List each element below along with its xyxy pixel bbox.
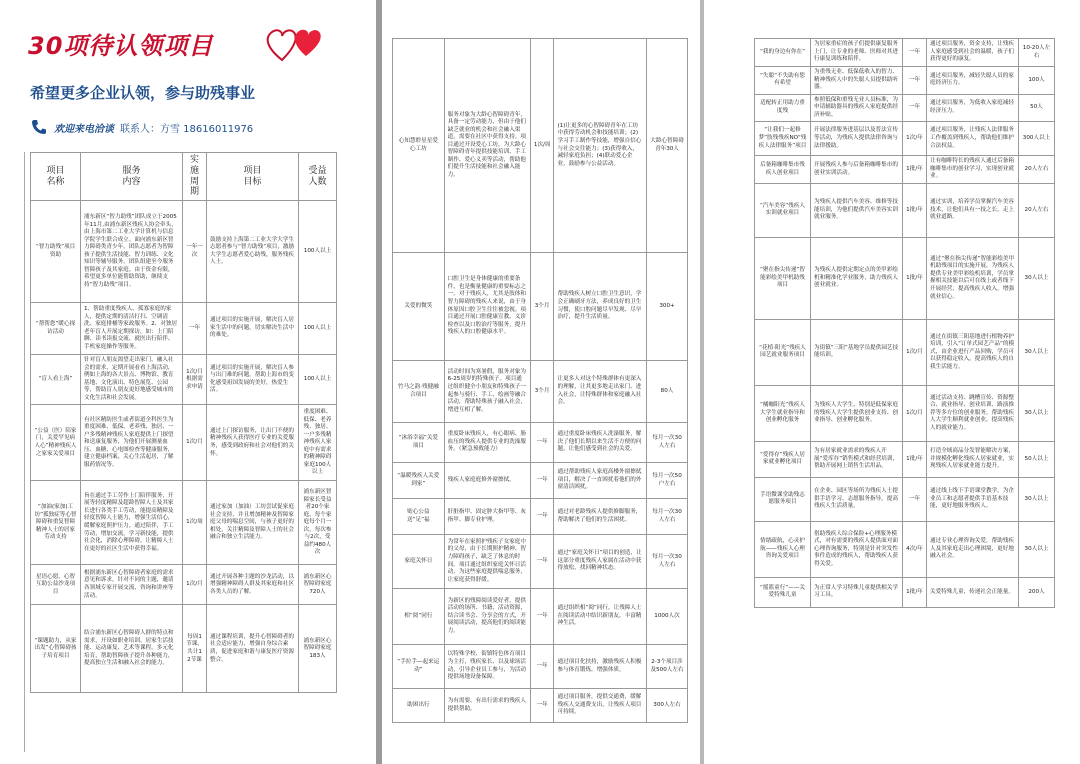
cell-cycle: 一年 [530,535,554,589]
cell-name: 关爱的微笑 [393,253,445,361]
table-header [31,153,337,201]
margin-rule [24,152,25,752]
cell-cycle: 1批/年 [903,441,927,477]
cell-name: “加油(家加)工坊”孤独症等心智障碍和重复智障精神人士的居家劳动支持 [31,481,81,565]
table-row [393,645,688,689]
table-row [31,201,337,303]
cell-cycle: 一年 [903,477,927,521]
cell-name: “汽车美容”残疾人实训就业项目 [755,183,811,237]
cell-cycle: 一年 [530,645,554,689]
cell-benefit: 100人 [1019,67,1055,95]
cell-cycle: 一年 [183,303,207,355]
cell-target: 通过“聚在指尖传递”智能彩绘美甲机助残项目的实施开展，为残疾人提供专业美甲彩绘机培训，学员掌握相关技能以后可在线上或者线下开展经营，提高残疾人收入，增强就业信心。 [927,237,1019,319]
cell-name: 情绪疏航，心灵护航——残疾人心理咨询关爱项目 [755,521,811,577]
cell-benefit: 浦东新区心智障碍家庭183人 [299,605,337,693]
cell-cycle: 1次/周 [530,39,554,253]
cell-name: “我的身边有你在” [755,39,811,67]
hearts-icon [262,20,332,68]
cell-cycle: 1次/月 [903,319,927,385]
cell-target: 关爱特殊儿童，传递社会正能量。 [927,577,1019,607]
table-row [393,463,688,499]
table-row [31,303,337,355]
cell-content: 为正常人学习特殊儿童提供相关学习工具。 [811,577,903,607]
cell-benefit: 100人以上 [299,355,337,405]
cell-cycle: 一年 [903,94,927,122]
cell-cycle: 一年 [530,423,554,463]
cell-benefit: 30人以上 [1019,477,1055,521]
cell-benefit: 每月一次30人左右 [647,423,688,463]
cell-benefit: 每月一次30人左右 [647,499,688,535]
table-row [755,156,1055,184]
left-page [0,0,376,764]
table-row [31,481,337,565]
contact-info[interactable]: 联系人：方雪 18616011976 [120,123,254,135]
cell-content: 参照低保和重残无业人员标准，为申请辅助器具的残疾人家庭提供经济补贴。 [811,94,903,122]
cell-benefit: 大龄心智障碍青年30人 [647,39,688,253]
cell-target: 通过项目的实施开展，解决盲人参与出门难的问题，帮助上海市的变化感受祖国发展的美好，热爱生活。 [207,355,299,405]
left-table [30,152,337,693]
cell-benefit: 2-3个项目涉及500人左右 [647,645,688,689]
cell-content: 开展残疾人参与后备箱咖啡集市的创业实训活动。 [811,156,903,184]
cell-target: 通过实训，培养学员掌握汽车美容技术，让他们具有一技之长，走上就业道路。 [927,183,1019,237]
cell-benefit: 20人左右 [1019,183,1055,237]
cell-cycle: 每周1节课，共计12节课 [183,605,207,693]
cell-target: (1)让更多的心智障碍青年在工坊中获得劳动机会和技能培训；(2)学习手工制作等技能，增强自信心与社会交往能力；(3)获得收入，减轻家庭负担；(4)联动爱心企业，鼓励参与公益活动。 [554,39,647,253]
col-header: 服务 内容 [81,153,183,201]
table-row [393,535,688,589]
right-page [704,0,1080,764]
table-row [393,589,688,645]
cell-cycle: 1批/年 [903,237,927,319]
cell-content: 以特殊学校、街镇特色体育项目为主打，残疾家长、以及球场活动，引导企业员工参与，为活动提供场地设备保障。 [444,645,530,689]
cell-benefit: 300人左右 [647,689,688,723]
cell-name: “花植·阳光”残疾人园艺就业服务项目 [755,319,811,385]
cell-cycle: 4次/年 [903,521,927,577]
cell-target: 通过项目服务，资金支持，让残疾人家庭感受到社会的温暖，孩子们获得更好的康复。 [927,39,1019,67]
cell-name: “失聪”不失助有您有希望 [755,67,811,95]
cell-content: 活动时间为寒暑假，服务对象为6-25周岁的特殊孩子。项目通过组织健全小朋友和特殊孩子一起参与骑行、手工、绘画等融合活动，帮助特殊孩子融入社会，增进互相了解。 [444,361,530,423]
table-row [393,39,688,253]
table-row [31,405,337,481]
cell-content: 为残疾人大学生，特别是低保家庭的残疾人大学生提供创业支持、创业指导、创业孵化服务。 [811,385,903,441]
cell-content: 根据浦东新区心智障碍者家庭的需求意见和诉求，针对不同的主题，邀请各领域专家开展交流、咨询和讲座等活动。 [81,565,183,605]
cell-target: 帮助残疾人树立口腔卫生意识，学会正确刷牙方法，养成良好的卫生习惯，使口腔问题尽早发现、尽早治疗，提升生活质量。 [554,253,647,361]
table-row [393,423,688,463]
table-row [755,67,1055,95]
cell-name: 助困出行 [393,689,445,723]
cell-benefit: 100人以上 [299,201,337,303]
cell-name: “温暖残疾人关爱到家” [393,463,445,499]
cell-content: 结合浦东新区心智障碍人群的特点和需求，开设如职业培训、居家生活技能、运动康复、艺术等课程，多元化培育，帮助智障孩子提升各种能力，提高独立生活和融入社会的能力。 [81,605,183,693]
cell-cycle: 一年 [530,463,554,499]
cell-benefit: 30人以上 [1019,385,1055,441]
table-row [755,477,1055,521]
table-row [393,689,688,723]
cell-cycle: 1次/月根据需求申请 [183,355,207,405]
cell-content: 为重残无业、低保低收入的智力、精神残疾人中的失聪人员提供助听器。 [811,67,903,95]
cell-name: “橘咖阳光”残疾人大学生就业指导和创业孵化服务 [755,385,811,441]
table-row [393,499,688,535]
cell-name: 手语微课堂助残志愿服务项目 [755,477,811,521]
cell-content: 为残疾人提供定期定点的美甲彩绘机和精准化学业服务，助力残疾人创业就业。 [811,237,903,319]
cell-name: “盲人看上海” [31,355,81,405]
cell-target: 通过项目的实施开展，解决盲人居家生活中的问题，切实解决生活中的难处。 [207,303,299,355]
cell-benefit: 200人 [1019,577,1055,607]
cell-content: 1、帮助重度残疾人、孤寡家庭的家人，提供定期的清洁打扫、空调清洗、家庭排桶等家政服务。2、对独居老年盲人开展定期探访，如：上门陪聊、读书读报交流、就医出行陪伴、手机家庭操作等服务。 [81,303,183,355]
cell-benefit: 30人以上 [1019,319,1055,385]
cell-benefit: 100人以上 [299,303,337,355]
cell-content: 旨在通过手工劳作上门陪伴服务，开展等轻度精障及超龄智障人士及其家长进行各类手工劳动，能提高精障及轻度智障人士能力，增强生活信心，缓解家庭照护压力。通过陪伴，手工劳动，增加交流，学习新技能，提供社会化，消除心理障碍，让精障人士在更好的社区生活中获得幸福。 [81,481,183,565]
cell-cycle: 1次/月 [903,385,927,441]
table-row [755,319,1055,385]
cell-cycle: 1批/年 [903,577,927,607]
cell-benefit: 30人以上 [1019,237,1055,319]
cell-benefit: 80人 [647,361,688,423]
cell-target: 通过上门探访服务，让出门不便的精神残疾人获得医疗专业的关爱服务，感受到政府和社会对他们的关怀。 [207,405,299,481]
cell-target: 通过课程培训，提升心智障碍者的社会适应能力，增强自身综合素质，促进家庭和谐与康复医疗资源整合。 [207,605,299,693]
cell-content: 在企业、园区等场所为残疾人士提供手语学习、志愿服务指导，提高残疾人生活质量。 [811,477,903,521]
cell-benefit: 每月一次30人左右 [647,535,688,589]
cell-name: “手拉手—起来运动” [393,645,445,689]
cell-content: 有社区精防医生或者街道全科医生为重度困难、低保、老养残、独居、一户多残精神残疾人家庭提供上门探望和送康复服务，为他们开展测量血压、血糖、心电图检查等健康服务，建立健康档案，关心生活起居，了解服药情况等。 [81,405,183,481]
cell-content: 口腔卫生是身体健康的重要条件，也是衡量健康的重要标志之一。对于残疾人，尤其是肢体和智力障碍的残疾人来说，由于身体原因口腔卫生往往被忽视。项目通过开展口腔健康宣教、义诊检查以及口腔治疗等服务，提升残疾人的口腔健康水平。 [444,253,530,361]
cell-benefit: 50人以上 [1019,441,1055,477]
cell-target: 通过项目服务，让残疾人法律服务工作覆盖到残疾人，帮助他们维护合法权益。 [927,122,1019,156]
cell-name: “公益（医）陪家门，关爱罕见病人心”精神残疾人之家家关爱项目 [31,405,81,481]
cell-target: 通过对老龄残疾人提供修脚服务，帮助解决了他们的生活困扰。 [554,499,647,535]
cell-content: 开展法律服务进基层以及普法宣传等活动，为残疾人提供法律咨询与法律援助。 [811,122,903,156]
cell-benefit: 每月一次50户左右 [647,463,688,499]
table-row [755,94,1055,122]
cell-benefit: 10-20人左右 [1019,39,1055,67]
cell-content: 借助残疾人综合保险+心理服务模式，对有需要的残疾人提供面对面心理咨询服务，特别是针对突发性事件造成的残疾人，帮助残疾人获得关爱。 [811,521,903,577]
cell-target: 通过家加（加油）工坊尝试促家庭社会支持，并且增加精神及智障家庭父母的喘息空间，与孩子更好的相处，关注精障及智障人士的社会融合和独立生活能力。 [207,481,299,565]
cell-cycle: 一年 [530,589,554,645]
cell-benefit: 300人以上 [1019,122,1055,156]
cell-target: 通过项目服务，减轻失聪人员的家庭经济压力。 [927,67,1019,95]
cell-target: 通过项目服务，为低收入家庭减轻经济压力。 [927,94,1019,122]
cell-content: 为有居家就业需求的残疾人开展“爱库存”销售模式和经营培训，帮助开展网上销售生活用品。 [811,441,903,477]
cell-benefit: 浦东新区智障家长受益者20个家庭，每个家庭每个月一次，每次参与2次，受益约480人次 [299,481,337,565]
cell-cycle: 一年 [903,67,927,95]
cell-name: 竹马之韵·残健融合项目 [393,361,445,423]
cell-name: “爱得存”残疾人居家就业孵化项目 [755,441,811,477]
middle-table [392,38,688,723]
cell-benefit: 30人以上 [1019,521,1055,577]
cell-name: “沐浴幸福”关爱项目 [393,423,445,463]
table-row [393,361,688,423]
cell-cycle: 一年一次 [183,201,207,303]
cell-target: 通过“家庭关怀日”项目的创造，让这部分重度残疾人家属在活动中获得放松，找回精神状态。 [554,535,647,589]
cell-cycle: 1次/月 [183,405,207,481]
cell-name: “帮帮您”暖心探访活动 [31,303,81,355]
cell-target: 通过组织相“阅”同行，让残障人士在阅读活动中结识新朋友，丰富精神生活。 [554,589,647,645]
cell-benefit: 浦东新区心智障碍家庭720人 [299,565,337,605]
right-table [754,38,1055,608]
cell-name: 家庭关怀日 [393,535,445,589]
cell-benefit: 1000人次 [647,589,688,645]
cell-name: “摇篮童行”——关爱特殊儿童 [755,577,811,607]
cell-cycle: 1批/年 [903,156,927,184]
cell-content: 为有需要、有出行需求的残疾人提供帮助。 [444,689,530,723]
cell-name: “课题助力，从家出发”心智障碍孩子培育项目 [31,605,81,693]
cell-content: 残疾人家庭庭修外窗擦拭。 [444,463,530,499]
table-row [31,355,337,405]
cell-target: 通过项目化扶持，激励残疾人积极参与体育锻炼，增强体质。 [554,645,647,689]
welcome-text: 欢迎来电洽谈 [54,123,114,135]
cell-content: 重度卧床残疾人，有心眼病、肠血压的残疾人提供专业的洗澡服务。（紧急预救能力） [444,423,530,463]
cell-name: 心知慧聆星星爱心工坊 [393,39,445,253]
cell-name: 相“阅”同行 [393,589,445,645]
cell-name: “智力助残”项目资助 [31,201,81,303]
cell-cycle: 3个月 [530,253,554,361]
cell-cycle: 一年 [530,689,554,723]
cell-cycle: 3个月 [530,361,554,423]
cell-content: 为新区的残障阅读爱好者，提供活动的场所、书籍、活动资源，结合读书会、分享会的方式，开展阅读活动，提高他们的阅读能力。 [444,589,530,645]
table-row [755,39,1055,67]
cell-content: 肝脏指甲、固定肿大指甲等、灰指甲、脚专业护理。 [444,499,530,535]
cell-target: 通过线上线下手语课堂教学，为企业员工和志愿者提供手语基本技能，更好地服务残疾人。 [927,477,1019,521]
cell-target: 通过项目服务，提供交通费，缓解残疾人交通费支出，让残疾人项目可持续。 [554,689,647,723]
col-header: 实施 周期 [183,153,207,201]
table-row [755,183,1055,237]
table-row [755,441,1055,477]
cell-benefit: 50人 [1019,94,1055,122]
cell-target: 鼓励支持上海第二工业大学大学生志愿者参与“智力助残”项目，激励大学生志愿者爱心助残，服务残疾人士。 [207,201,299,303]
cell-benefit: 20人左右 [1019,156,1055,184]
cell-content: 为居家重症的孩子们提供康复服务上门，让专业的老师、医师对其进行康复训练和陪伴。 [811,39,903,67]
phone-icon [30,118,48,136]
table-row [31,605,337,693]
col-header: 受益 人数 [299,153,337,201]
cell-name: 贴心公益送“足”福 [393,499,445,535]
cell-content: 针对盲人朋友渴望走出家门，融入社会的需求，定期开展看看上海活动，例如上海的各大景点、博物馆、教育基地、文化演出、特色展览、公园等，帮助盲人朋友更好地感受城市的文化生活和社会发展。 [81,355,183,405]
cell-name: 适配转正用助力重度残 [755,94,811,122]
subtitle: 希望更多企业认领，参与助残事业 [30,84,256,102]
cell-target: 打造全域商品分发智能解决方案，并规模化孵化残疾人居家就业，实现残疾人居家就业能力提升。 [927,441,1019,477]
col-header: 项目 目标 [207,153,299,201]
cell-target: 让更多人对这个特殊群体有更深入的理解，让其更多地走出家门、进入社会，让特殊群体和家庭融入社会。 [554,361,647,423]
cell-cycle: 一年 [530,499,554,535]
cell-content: 为常年在家照护残疾子女家庭中的父母，由于长期照护精神、智力障碍孩子，缺乏了休息的时间。项目通过组织家庭关怀日活动，为这些家庭提供喘息服务，让家庭获得舒缓。 [444,535,530,589]
cell-target: 通过重度卧床残疾人洗澡服务，解决了他们长期以来生活不方便的问题，让他们感受到社会的关爱。 [554,423,647,463]
col-header: 项目 名称 [31,153,81,201]
table-row [755,521,1055,577]
contact-line [30,118,253,136]
cell-content: 服务对象为大龄心智障碍青年，具备一定劳动能力，但由于他们缺乏就业的机会和社会融入渠道，需要在社区中获得支持。项目通过开设爱心工坊，为大龄心智障碍青年提供技能培训、手工制作、爱心义卖等活动，帮助他们提升生活技能和社会融入能力。 [444,39,530,253]
cell-cycle: 1次/年 [903,122,927,156]
table-row [755,122,1055,156]
page-title: 30项待认领项目 [28,32,214,60]
cell-cycle: 1批/年 [903,183,927,237]
cell-name: 后备箱咖啡集市残疾人创业项目 [755,156,811,184]
middle-page [382,0,700,764]
table-row [393,253,688,361]
cell-content: 为残疾人提供汽车美容、维修等技能培训，为他们提供汽车美容实训就业服务。 [811,183,903,237]
cell-name: 星语心愿，心智互助公益沙龙项目 [31,565,81,605]
cell-target: 通过帮助残疾人家庭高楼外窗擦拭项目，解决了一直困扰着他们的外窗清洁困扰。 [554,463,647,499]
cell-target: 通过活动支持、跳槽宣传、资源整合、就业指导、创业培训、路演推荐等多方位的创业服务，帮助残疾人大学生顺利就业创业，提高残疾人的就业能力。 [927,385,1019,441]
cell-content: 为街镇“三阳”基地学员提供园艺技能培训。 [811,319,903,385]
table-row [755,577,1055,607]
cell-benefit: 300+ [647,253,688,361]
cell-cycle: 1次/周 [183,481,207,565]
cell-target: 通过在街镇三阳基地进行植物养护培训，引入“订单式园艺产品”的模式，由企业进行产品回购，学员可以获得稳定收入，提高残疾人的自我生活能力。 [927,319,1019,385]
table-row [31,565,337,605]
cell-cycle: 一年 [903,39,927,67]
cell-benefit: 重度困难、低保、老养残、独居、一户多残精神残疾人家庭中有需求的精神障碍家庭100人以上 [299,405,337,481]
table-row [755,385,1055,441]
cell-cycle: 1次/月 [183,565,207,605]
cell-name: “让我们一起修梦”肢残残疾NO“残疾人法律服务”项目 [755,122,811,156]
table-row [755,237,1055,319]
cell-target: 通过专业心理咨询关爱，帮助残疾人及其家庭走出心理困境，更好地融入社会。 [927,521,1019,577]
cell-content: 浦东新区“智力助残”团队成立于2005年11月,由浦东新区残疾人协会牵头，由上海市第二工业大学计算机与信息学院学生联合成立。面向浦东新区智力障碍类青少年，团队志愿者为智障孩子提供生活技能、智力训练、文化知识等辅导服务。团队组建至今服务智障孩子及其家庭。由于资金有限，希望更多单位能帮助资助，继续支持“智力助残”项目。 [81,201,183,303]
cell-target: 通过开展各种主题的沙龙活动，以增强精神障碍人群及其家庭和社区各类人员的了解。 [207,565,299,605]
cell-target: 让有咖啡特长的残疾人通过后备箱咖啡集市的创业学习，实现创业就业。 [927,156,1019,184]
cell-name: “聚在指尖传递”智能彩绘美甲机助残项目 [755,237,811,319]
